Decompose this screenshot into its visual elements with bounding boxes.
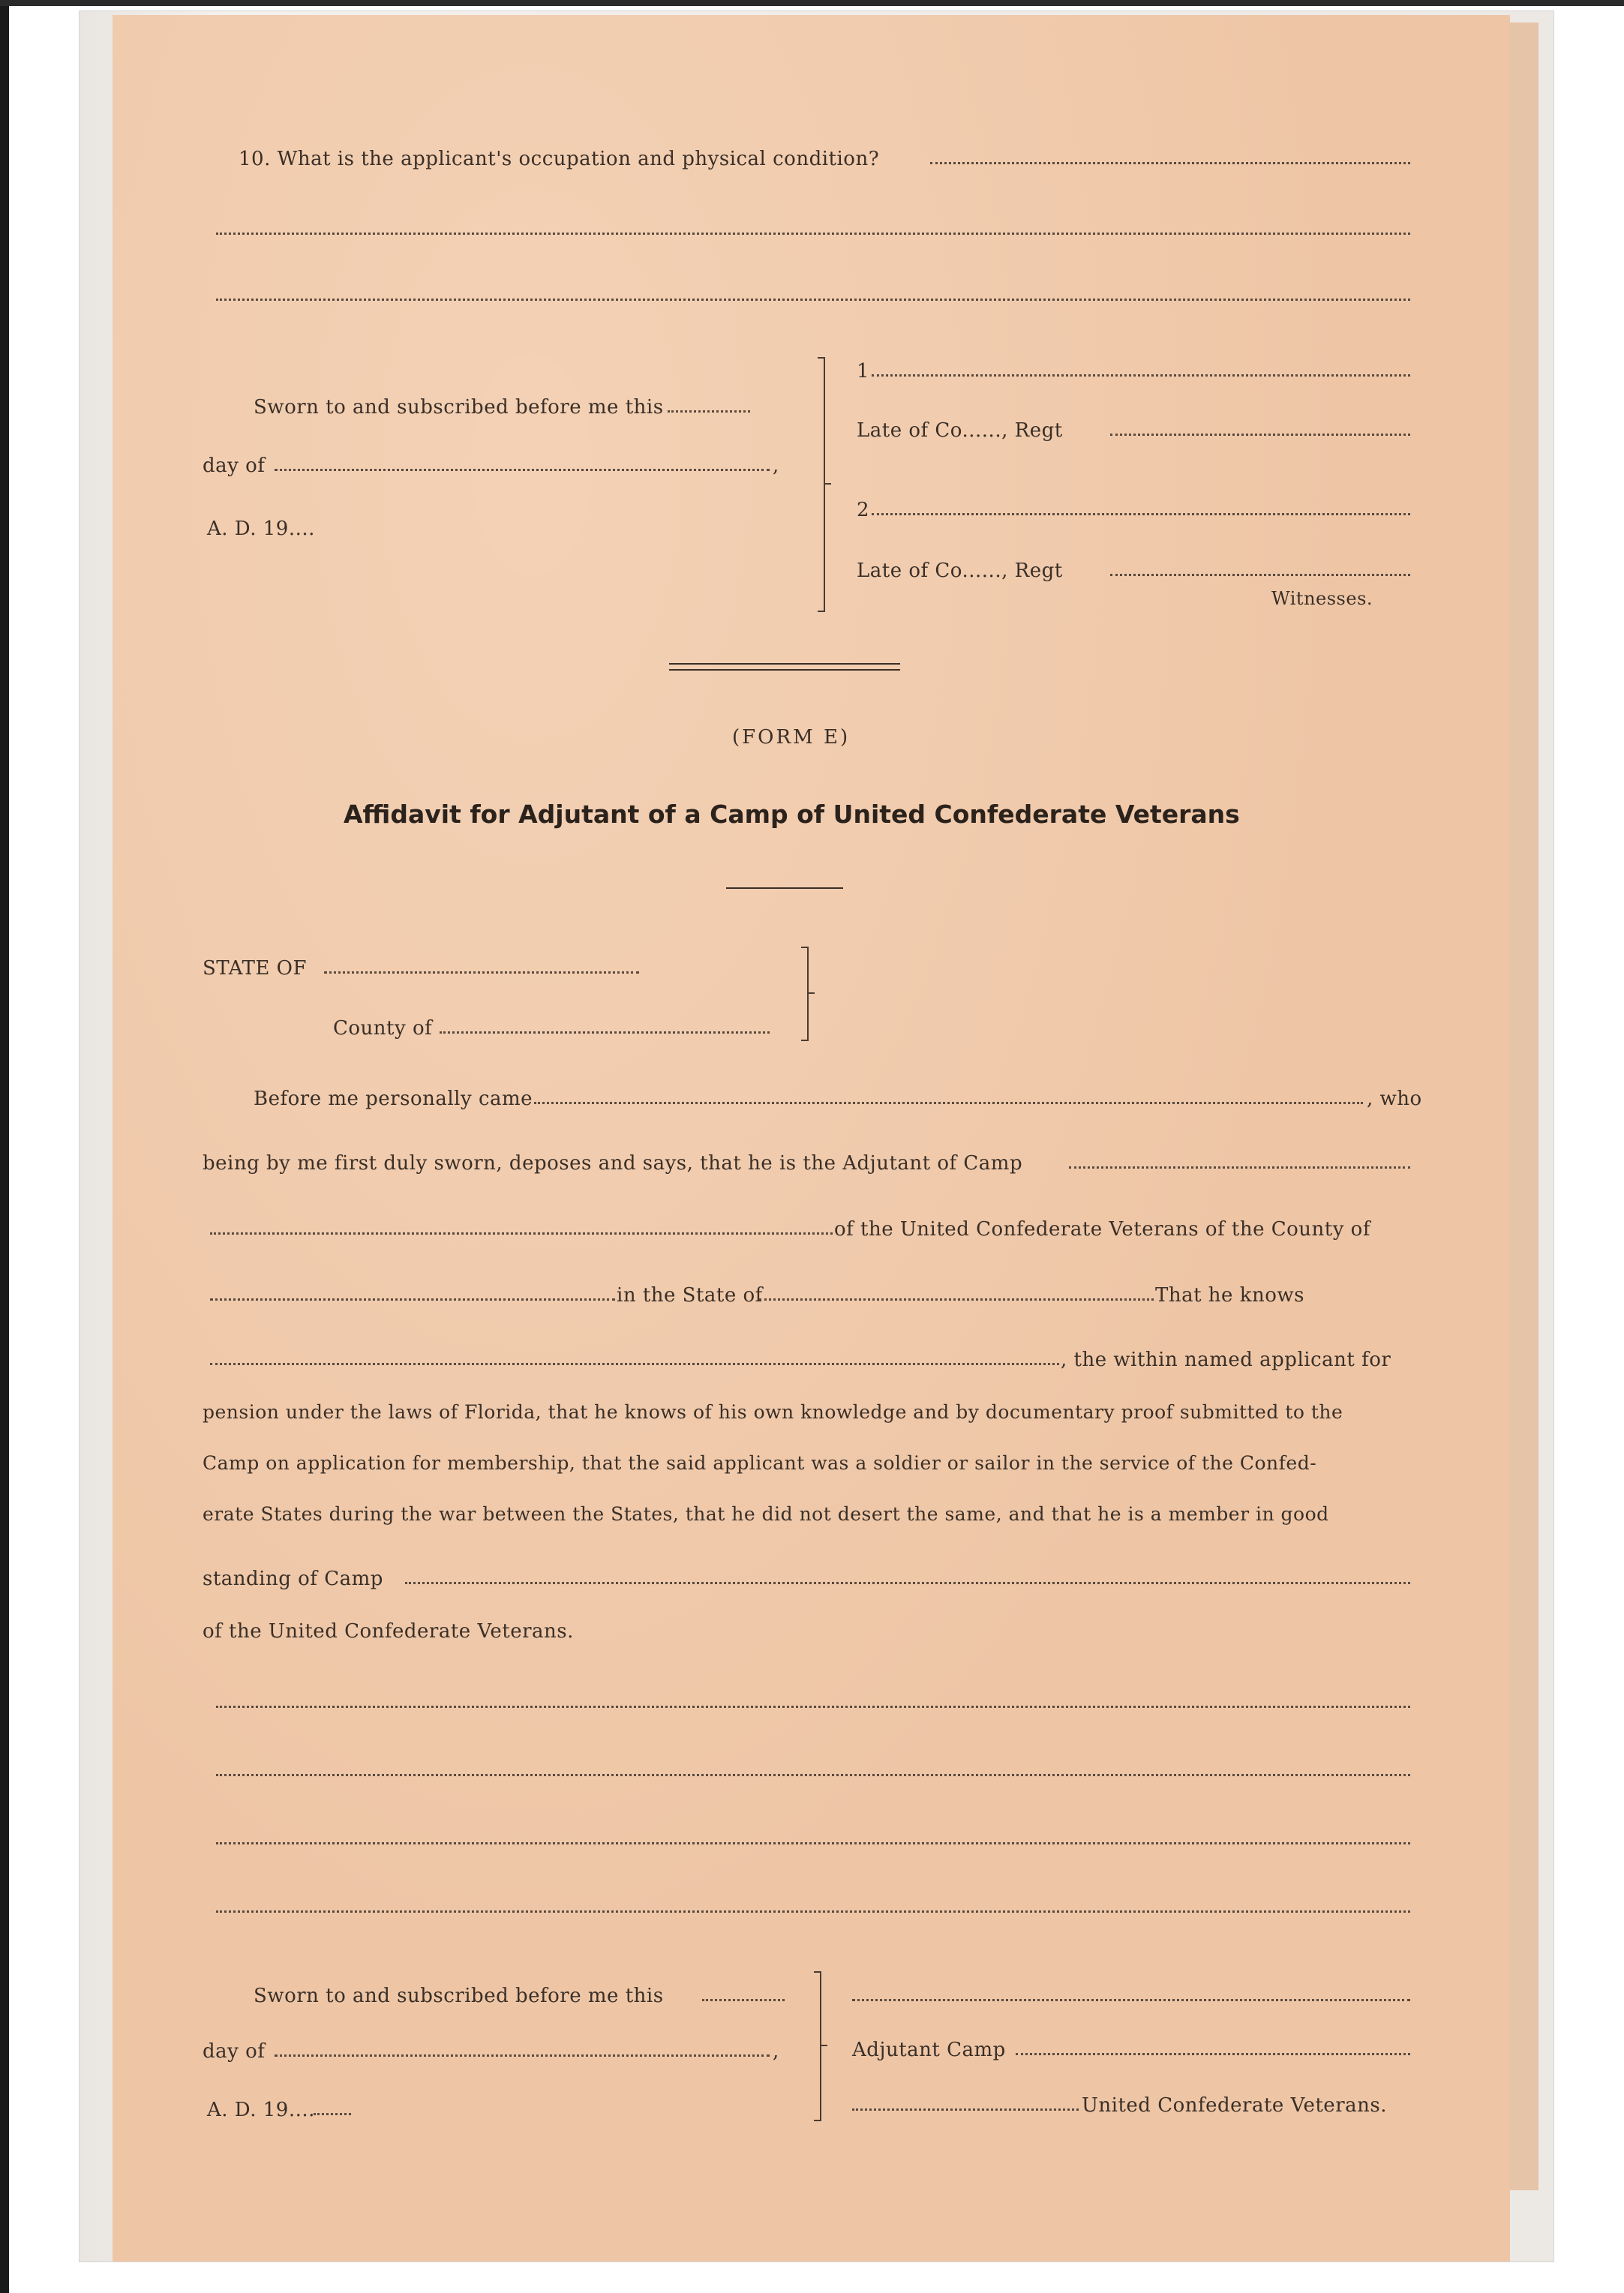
- ad-year-text-2: A. D. 19....: [207, 2099, 315, 2121]
- fill-line: [314, 2113, 351, 2115]
- witness-2-number: 2: [857, 499, 870, 521]
- fill-line: [1016, 2053, 1410, 2055]
- fill-line: [275, 469, 770, 471]
- fill-line: [534, 1102, 1363, 1104]
- witness-1-number: 1: [857, 360, 870, 383]
- comma: ,: [773, 455, 779, 477]
- body-line-1b: , who: [1367, 1088, 1422, 1110]
- right-brace: [801, 947, 809, 1041]
- fill-line: [702, 1999, 785, 2001]
- sworn-text-2: Sworn to and subscribed before me this: [254, 1985, 664, 2007]
- body-line-4b: That he knows: [1155, 1284, 1304, 1307]
- fill-line: [275, 2054, 770, 2057]
- right-brace: [818, 357, 825, 612]
- fill-line: [216, 299, 1410, 301]
- adjutant-camp-text: Adjutant Camp: [852, 2039, 1006, 2061]
- title-underline: [726, 887, 843, 889]
- fill-line: [440, 1031, 770, 1034]
- day-of-text: day of: [203, 455, 266, 477]
- fill-line: [852, 2108, 1079, 2111]
- body-line-10: of the United Confederate Veterans.: [203, 1620, 574, 1643]
- sworn-text: Sworn to and subscribed before me this: [254, 396, 664, 419]
- fill-line: [872, 374, 1410, 377]
- fill-line: [668, 410, 750, 413]
- brace-tip: [824, 483, 831, 485]
- fill-line: [1110, 434, 1410, 436]
- brace-tip: [807, 992, 815, 994]
- body-line-3: of the United Confederate Veterans of the County of: [834, 1218, 1370, 1241]
- body-line-8: erate States during the war between the States, that he did not desert the same, and that he is a member in good: [203, 1503, 1329, 1525]
- witness-1-company: Late of Co......, Regt: [857, 419, 1063, 442]
- fill-line: [216, 1842, 1410, 1844]
- fill-line: [872, 513, 1410, 515]
- body-line-1a: Before me personally came: [254, 1088, 533, 1110]
- fill-line: [759, 1298, 1154, 1301]
- day-of-text-2: day of: [203, 2040, 266, 2063]
- fill-line: [405, 1582, 1410, 1584]
- witnesses-label: Witnesses.: [1271, 588, 1373, 609]
- fill-line: [210, 1298, 615, 1301]
- form-label: (FORM E): [732, 726, 851, 749]
- affidavit-title: Affidavit for Adjutant of a Camp of United Confederate Veterans: [344, 800, 1240, 829]
- right-brace: [814, 1971, 821, 2121]
- double-rule-top: [669, 663, 900, 665]
- fill-line: [216, 1774, 1410, 1776]
- body-line-4a: in the State of: [617, 1284, 763, 1307]
- ucv-text: United Confederate Veterans.: [1082, 2094, 1387, 2117]
- state-of-text: STATE OF: [203, 957, 308, 980]
- brace-tip: [820, 2045, 827, 2046]
- county-of-text: County of: [333, 1017, 433, 1040]
- adjutant-signature-line: [852, 1999, 1410, 2001]
- double-rule-bottom: [669, 669, 900, 671]
- fill-line: [324, 971, 639, 974]
- fill-line: [930, 162, 1410, 164]
- fill-line: [210, 1363, 1059, 1365]
- fill-line: [216, 1706, 1410, 1708]
- fill-line: [216, 1910, 1410, 1913]
- body-line-9: standing of Camp: [203, 1568, 383, 1590]
- fill-line: [216, 233, 1410, 235]
- fill-line: [1069, 1166, 1410, 1169]
- witness-2-company: Late of Co......, Regt: [857, 560, 1063, 582]
- ad-year-text: A. D. 19....: [207, 518, 315, 540]
- comma: ,: [773, 2040, 779, 2063]
- body-line-7: Camp on application for membership, that the said applicant was a soldier or sailor in the service of the Confed-: [203, 1452, 1317, 1474]
- body-line-2: being by me first duly sworn, deposes and says, that he is the Adjutant of Camp: [203, 1152, 1023, 1175]
- document-page: [113, 15, 1510, 2261]
- scan-edge-top: [0, 0, 1624, 6]
- body-line-6: pension under the laws of Florida, that he knows of his own knowledge and by documentary proof submitted to the: [203, 1401, 1343, 1423]
- fill-line: [1110, 574, 1410, 576]
- fill-line: [210, 1232, 833, 1235]
- body-line-5: , the within named applicant for: [1061, 1349, 1391, 1371]
- scan-edge-left: [0, 0, 9, 2293]
- occupation-question: 10. What is the applicant's occupation and physical condition?: [239, 148, 880, 170]
